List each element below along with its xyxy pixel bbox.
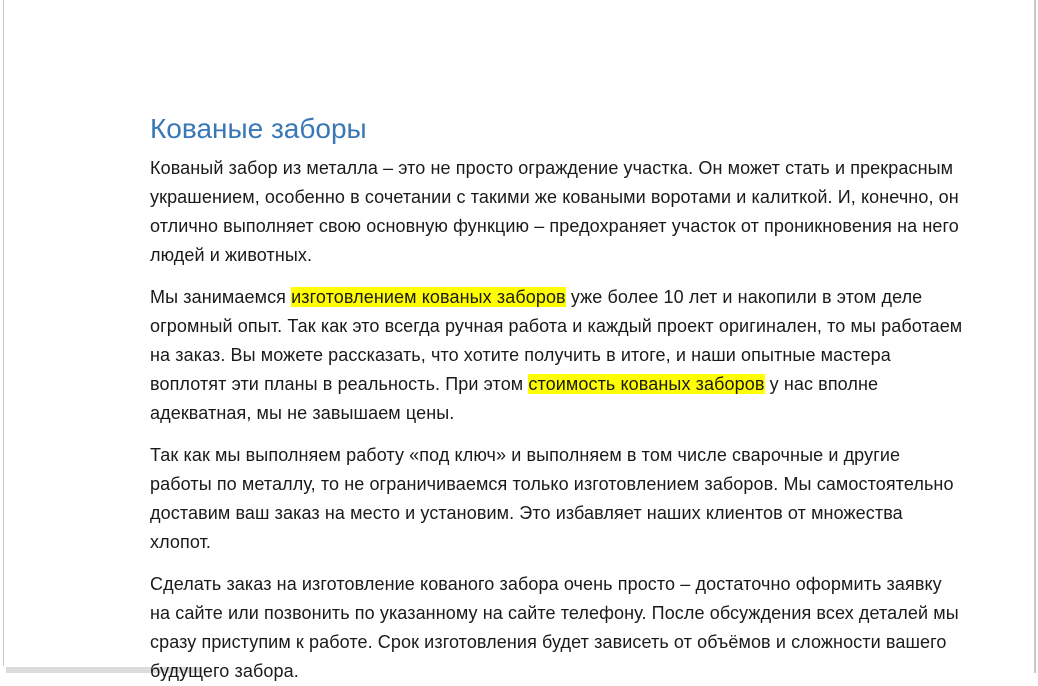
- text-run: Мы занимаемся: [150, 287, 292, 307]
- document-body: [150, 154, 965, 686]
- highlighted-text: стоимость кованых заборов: [528, 374, 765, 394]
- paragraph: [150, 283, 965, 428]
- page-right-edge: [1034, 0, 1036, 673]
- text-run: уже более 10 лет и накопили в этом деле огромный опыт. Так как это всегда ручная работа и каждый проект оригинален, то мы работаем на заказ. Вы можете рассказать, что хотите получить в итоге, и наши опытные мастера воплотят эти планы в реальность. При этом: [150, 287, 963, 394]
- paragraph: [150, 441, 965, 557]
- highlighted-text: изготовлением кованых заборов: [291, 287, 566, 307]
- page-left-edge: [3, 0, 4, 666]
- document-title: Кованые заборы: [150, 113, 367, 144]
- paragraph: [150, 154, 965, 270]
- text-run: Кованый забор из металла – это не просто ограждение участка. Он может стать и прекрасным украшением, особенно в сочетании с такими же коваными воротами и калиткой. И, конечно, он отлично выполняет свою основную функцию – предохраняет участок от проникновения на него людей и животных.: [150, 158, 959, 265]
- text-run: у нас вполне адекватная, мы не завышаем цены.: [150, 374, 879, 423]
- paragraph: [150, 570, 965, 686]
- text-run: Так как мы выполняем работу «под ключ» и выполняем в том числе сварочные и другие работы по металлу, то не ограничиваемся только изготовлением заборов. Мы самостоятельно доставим ваш заказ на место и установим. Это избавляет наших клиентов от множества хлопот.: [150, 445, 954, 552]
- document-page: [150, 112, 965, 686]
- text-run: Сделать заказ на изготовление кованого забора очень просто – достаточно оформить заявку на сайте или позвонить по указанному на сайте телефону. После обсуждения всех деталей мы сразу приступим к работе. Срок изготовления будет зависеть от объёмов и сложности вашего будущего забора.: [150, 574, 959, 681]
